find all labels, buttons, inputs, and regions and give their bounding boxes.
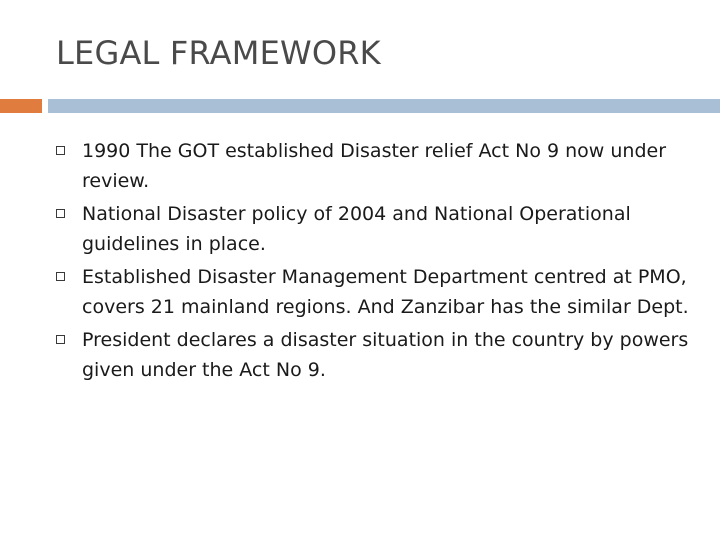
- bullet-text: President declares a disaster situation in the country by powers given under the Act No 9.: [82, 329, 689, 381]
- title-rule-accent: [0, 99, 42, 113]
- square-bullet-icon: [56, 272, 65, 281]
- bullet-text: 1990 The GOT established Disaster relief Act No 9 now under review.: [82, 140, 667, 192]
- bullet-item: [56, 325, 696, 385]
- bullet-text: National Disaster policy of 2004 and National Operational guidelines in place.: [82, 203, 631, 255]
- bullet-list: [56, 136, 696, 388]
- bullet-item: [56, 136, 696, 196]
- title-rule-bar: [48, 99, 720, 113]
- square-bullet-icon: [56, 209, 65, 218]
- slide-title: LEGAL FRAMEWORK: [56, 34, 381, 72]
- bullet-item: [56, 199, 696, 259]
- bullet-item: [56, 262, 696, 322]
- square-bullet-icon: [56, 335, 65, 344]
- square-bullet-icon: [56, 146, 65, 155]
- bullet-text: Established Disaster Management Department centred at PMO, covers 21 mainland regions. And Zanzibar has the similar Dept.: [82, 266, 689, 318]
